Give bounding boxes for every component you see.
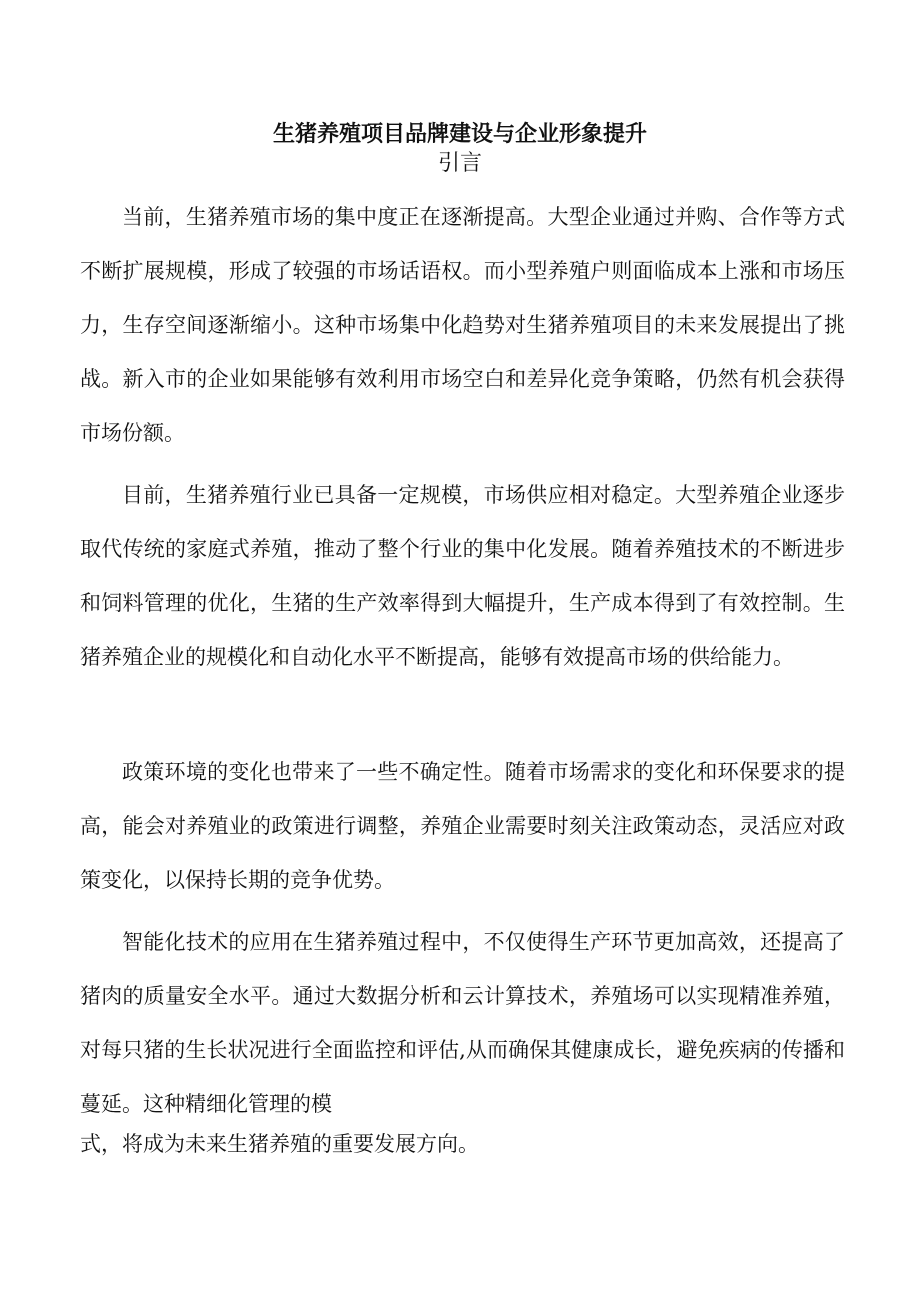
paragraph-smart-technology: 智能化技术的应用在生猪养殖过程中，不仅使得生产环节更加高效，还提高了猪肉的质量安全水平。通过大数据分析和云计算技术，养殖场可以实现精准养殖，对每只猪的生长状况进行全面监控和评估,从而确保其健康成长，避免疾病的传播和蔓延。这种精细化管理的模 bbox=[80, 930, 845, 1116]
paragraph-policy-environment: 政策环境的变化也带来了一些不确定性。随着市场需求的变化和环保要求的提高，能会对养殖业的政策进行调整，养殖企业需要时刻关注政策动态，灵活应对政策变化，以保持长期的竞争优势。 bbox=[80, 760, 845, 892]
document-title: 生猪养殖项目品牌建设与企业形象提升 bbox=[272, 121, 647, 147]
paragraph-industry-scale: 目前，生猪养殖行业已具备一定规模，市场供应相对稳定。大型养殖企业逐步取代传统的家庭式养殖，推动了整个行业的集中化发展。随着养殖技术的不断进步和饲料管理的优化，生猪的生产效率得到大幅提升，生产成本得到了有效控制。生猪养殖企业的规模化和自动化水平不断提高，能够有效提高市场的供给能力。 bbox=[80, 483, 845, 669]
document-subtitle: 引言 bbox=[437, 151, 482, 176]
paragraph-tail-line: 式，将成为未来生猪养殖的重要发展方向。 bbox=[80, 1132, 479, 1156]
paragraph-market-concentration: 当前，生猪养殖市场的集中度正在逐渐提高。大型企业通过并购、合作等方式不断扩展规模，形成了较强的市场话语权。而小型养殖户则面临成本上涨和市场压力，生存空间逐渐缩小。这种市场集中化趋势对生猪养殖项目的未来发展提出了挑战。新入市的企业如果能够有效利用市场空白和差异化竞争策略，仍然有机会获得市场份额。 bbox=[80, 205, 845, 445]
